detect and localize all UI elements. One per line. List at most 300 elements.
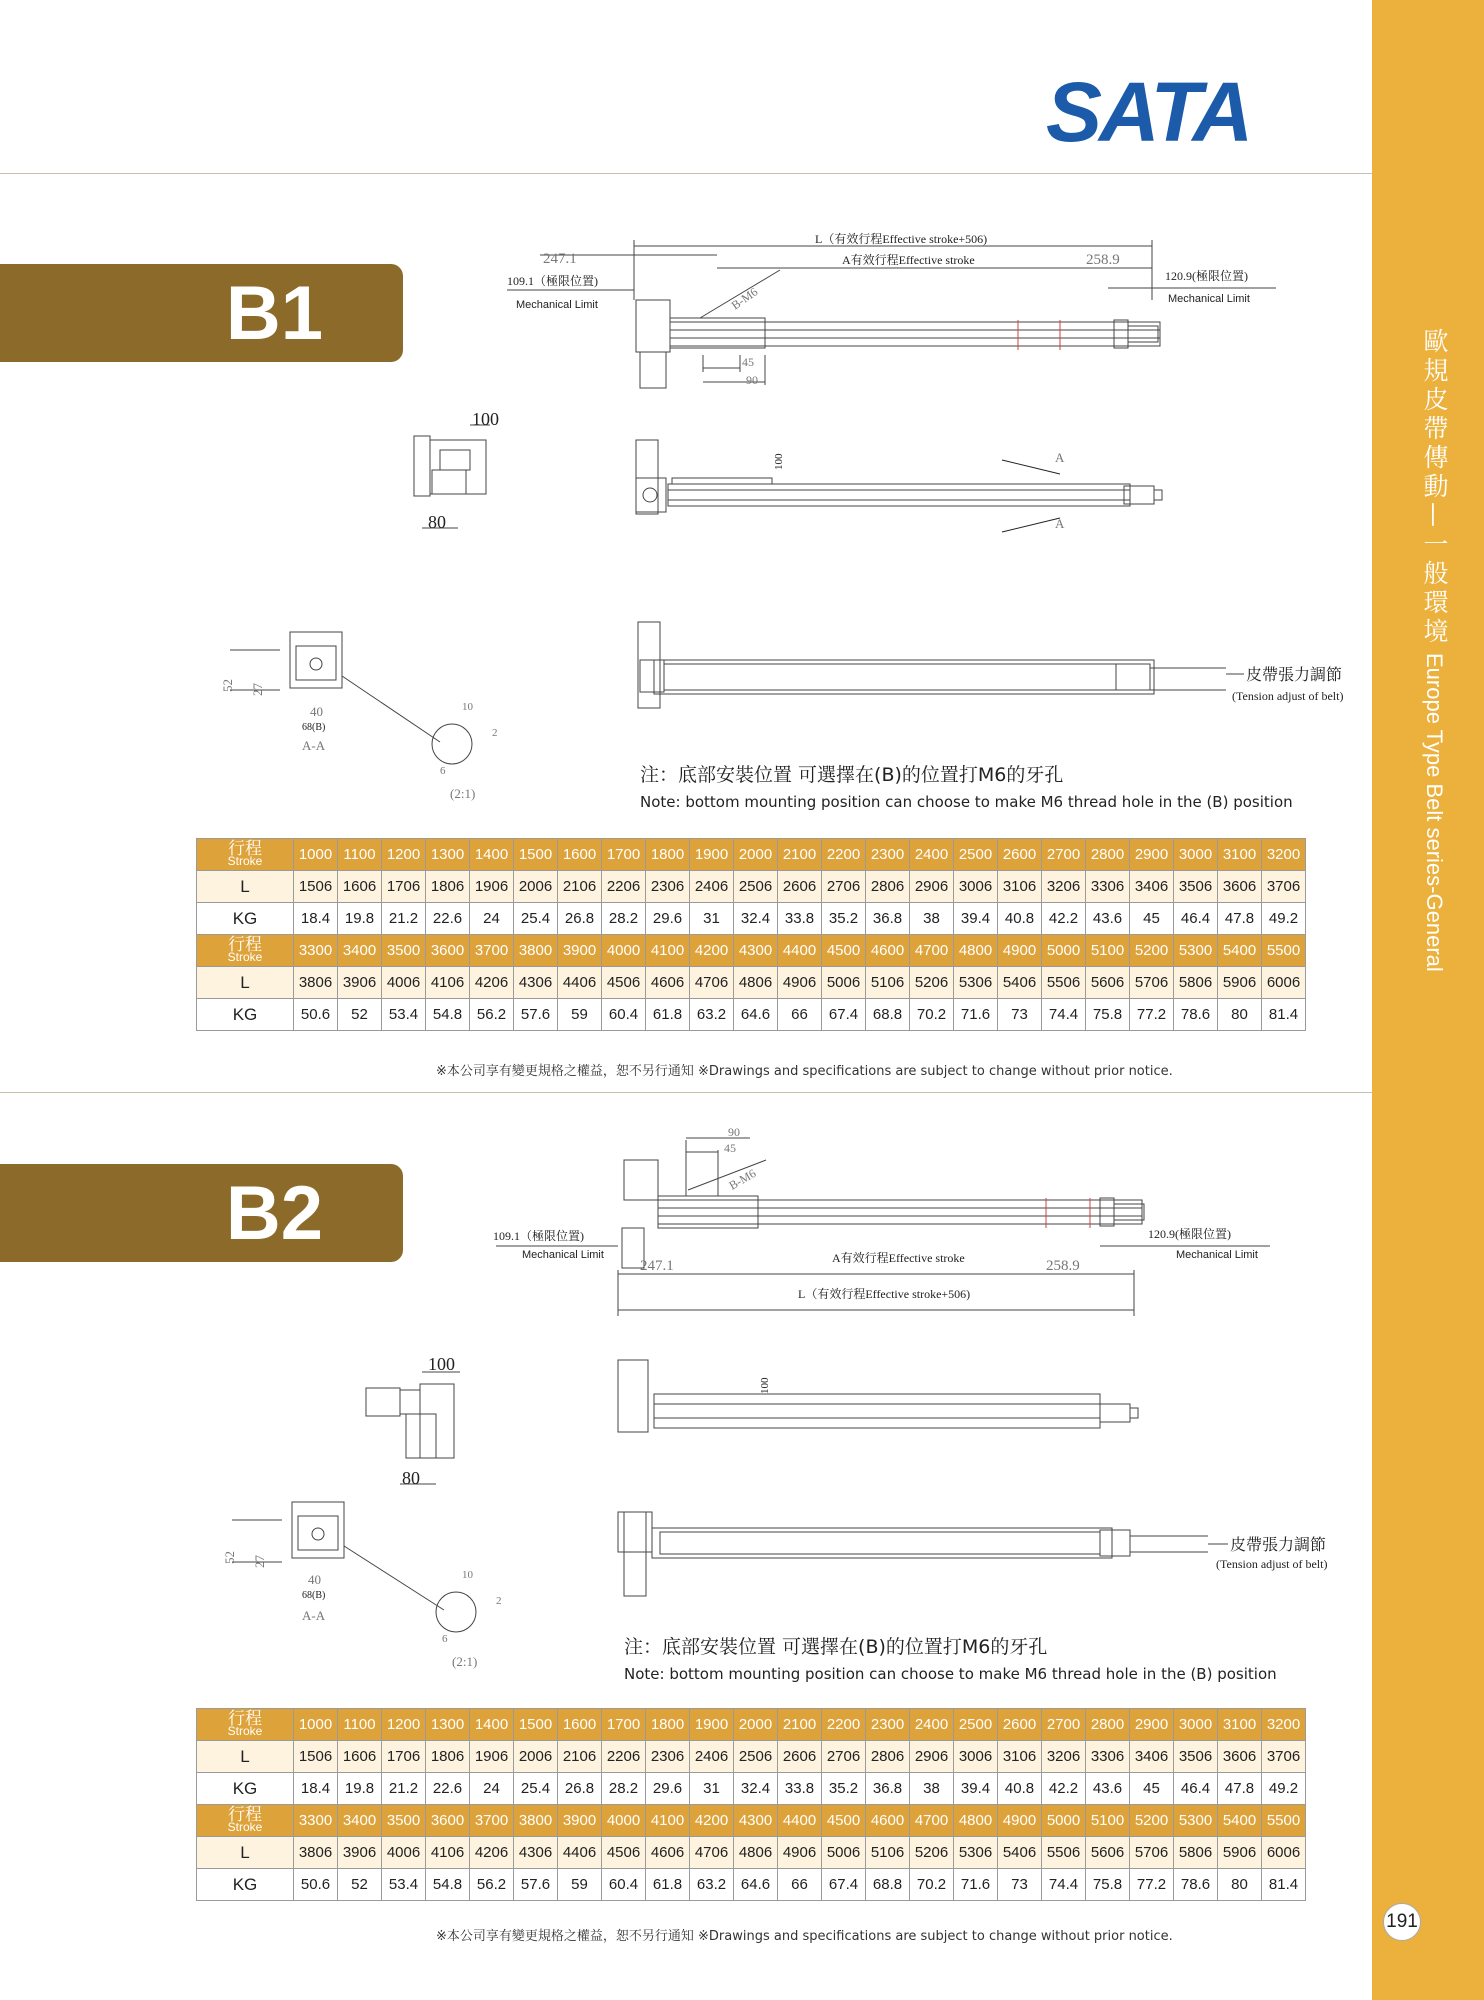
b1-dim-90: 90 xyxy=(746,373,758,387)
table-cell: 4006 xyxy=(382,967,426,999)
table-cell: 4700 xyxy=(910,1805,954,1837)
b2-mech-limit-left: Mechanical Limit xyxy=(522,1249,604,1261)
table-cell: 78.6 xyxy=(1174,1869,1218,1901)
b1-side-dim-100: 100 xyxy=(773,453,785,470)
b1-arrow-a-top: A xyxy=(1055,450,1065,465)
table-cell: 4300 xyxy=(734,1805,778,1837)
table-cell: 3000 xyxy=(1174,1709,1218,1741)
table-cell: 4606 xyxy=(646,967,690,999)
table-cell: 3906 xyxy=(338,1837,382,1869)
b2-note-en: Note: bottom mounting position can choose to make M6 thread hole in the (B) position xyxy=(624,1665,1277,1683)
table-cell: 4100 xyxy=(646,935,690,967)
stroke-row xyxy=(197,839,1306,871)
table-cell: 60.4 xyxy=(602,1869,646,1901)
table-cell: 1200 xyxy=(382,1709,426,1741)
table-cell: 1600 xyxy=(558,1709,602,1741)
table-cell: 3400 xyxy=(338,935,382,967)
table-cell: 49.2 xyxy=(1262,1773,1306,1805)
table-cell: 59 xyxy=(558,999,602,1031)
table-cell: 4606 xyxy=(646,1837,690,1869)
b1-arrow-a-bottom: A xyxy=(1055,516,1065,531)
table-cell: 21.2 xyxy=(382,1773,426,1805)
b2-section-aa-label: A-A xyxy=(302,1608,326,1623)
b1-dim-52: 52 xyxy=(220,679,235,692)
table-cell: 3700 xyxy=(470,935,514,967)
table-cell: 3300 xyxy=(294,1805,338,1837)
table-cell: 2700 xyxy=(1042,1709,1086,1741)
table-cell: 1000 xyxy=(294,1709,338,1741)
table-cell: 2100 xyxy=(778,1709,822,1741)
table-cell: 3306 xyxy=(1086,1741,1130,1773)
b2-dim-247: 247.1 xyxy=(640,1258,674,1274)
table-cell: 5706 xyxy=(1130,967,1174,999)
table-cell: 5606 xyxy=(1086,967,1130,999)
b2-section-aa xyxy=(232,1502,476,1632)
table-cell: 53.4 xyxy=(382,1869,426,1901)
b2-dim-258: 258.9 xyxy=(1046,1258,1080,1274)
table-cell: 80 xyxy=(1218,999,1262,1031)
b1-note xyxy=(640,760,1293,811)
table-cell: 1706 xyxy=(382,1741,426,1773)
b2-side-view xyxy=(618,1360,1138,1432)
length-row-header: L xyxy=(197,871,294,903)
table-cell: 1806 xyxy=(426,1741,470,1773)
table-cell: 52 xyxy=(338,1869,382,1901)
table-cell: 43.6 xyxy=(1086,903,1130,935)
table-cell: 4600 xyxy=(866,935,910,967)
table-cell: 3100 xyxy=(1218,1709,1262,1741)
table-cell: 5400 xyxy=(1218,935,1262,967)
table-cell: 36.8 xyxy=(866,1773,910,1805)
table-cell: 5806 xyxy=(1174,1837,1218,1869)
sidebar-title-cn: 歐規皮帶傳動—一般環境 xyxy=(1420,328,1449,647)
b2-dim-6: 6 xyxy=(442,1633,448,1645)
table-cell: 46.4 xyxy=(1174,1773,1218,1805)
table-cell: 3600 xyxy=(426,935,470,967)
table-cell: 56.2 xyxy=(470,1869,514,1901)
table-cell: 3700 xyxy=(470,1805,514,1837)
table-cell: 4500 xyxy=(822,935,866,967)
table-cell: 3606 xyxy=(1218,1741,1262,1773)
table-cell: 5006 xyxy=(822,967,866,999)
table-cell: 68.8 xyxy=(866,999,910,1031)
table-cell: 2800 xyxy=(1086,1709,1130,1741)
table-cell: 74.4 xyxy=(1042,999,1086,1031)
table-cell: 19.8 xyxy=(338,903,382,935)
table-cell: 2906 xyxy=(910,1741,954,1773)
table-cell: 52 xyxy=(338,999,382,1031)
b2-dim-2: 2 xyxy=(496,1595,502,1607)
b2-limit-right: 120.9(極限位置) xyxy=(1148,1227,1231,1241)
table-cell: 3406 xyxy=(1130,1741,1174,1773)
b1-dim-80: 80 xyxy=(428,512,446,532)
weight-row xyxy=(197,999,1306,1031)
b1-mech-limit-right: Mechanical Limit xyxy=(1168,293,1250,305)
table-cell: 50.6 xyxy=(294,999,338,1031)
b2-b-m6: B-M6 xyxy=(726,1166,759,1193)
table-cell: 3300 xyxy=(294,935,338,967)
table-cell: 75.8 xyxy=(1086,999,1130,1031)
table-cell: 3206 xyxy=(1042,871,1086,903)
table-cell: 3306 xyxy=(1086,871,1130,903)
table-cell: 2206 xyxy=(602,871,646,903)
table-cell: 2500 xyxy=(954,1709,998,1741)
table-cell: 4000 xyxy=(602,935,646,967)
weight-row-header: KG xyxy=(197,999,294,1031)
weight-row-header: KG xyxy=(197,903,294,935)
table-cell: 2300 xyxy=(866,839,910,871)
b2-dim-90: 90 xyxy=(728,1125,740,1139)
table-cell: 2500 xyxy=(954,839,998,871)
table-cell: 5500 xyxy=(1262,935,1306,967)
table-cell: 31 xyxy=(690,1773,734,1805)
table-cell: 2400 xyxy=(910,839,954,871)
table-cell: 39.4 xyxy=(954,903,998,935)
b1-length-label: L（有效行程Effective stroke+506) xyxy=(815,232,988,246)
table-cell: 39.4 xyxy=(954,1773,998,1805)
length-row-header: L xyxy=(197,1837,294,1869)
weight-row-header: KG xyxy=(197,1773,294,1805)
table-cell: 77.2 xyxy=(1130,1869,1174,1901)
length-row xyxy=(197,1837,1306,1869)
sata-logo: SATA xyxy=(1046,65,1251,159)
table-cell: 1700 xyxy=(602,839,646,871)
table-cell: 3906 xyxy=(338,967,382,999)
table-cell: 4300 xyxy=(734,935,778,967)
b1-note-cn: 注：底部安裝位置 可選擇在(B)的位置打M6的牙孔 xyxy=(640,764,1064,786)
b2-dim-100: 100 xyxy=(428,1354,455,1374)
stroke-label-cn: 行程 xyxy=(228,1708,262,1728)
table-cell: 45 xyxy=(1130,903,1174,935)
table-cell: 2706 xyxy=(822,871,866,903)
table-cell: 1800 xyxy=(646,839,690,871)
page-number: 191 xyxy=(1383,1903,1421,1941)
b2-note xyxy=(624,1632,1277,1683)
b2-tension-cn: 皮帶張力調節 xyxy=(1230,1537,1327,1554)
table-cell: 22.6 xyxy=(426,1773,470,1805)
table-cell: 2106 xyxy=(558,1741,602,1773)
table-cell: 5400 xyxy=(1218,1805,1262,1837)
table-cell: 45 xyxy=(1130,1773,1174,1805)
table-cell: 5306 xyxy=(954,967,998,999)
table-cell: 5106 xyxy=(866,1837,910,1869)
table-cell: 35.2 xyxy=(822,1773,866,1805)
b2-scale: (2:1) xyxy=(452,1654,478,1669)
table-cell: 1900 xyxy=(690,1709,734,1741)
table-cell: 2300 xyxy=(866,1709,910,1741)
b2-spec-table xyxy=(196,1708,1306,1901)
table-cell: 38 xyxy=(910,1773,954,1805)
table-cell: 42.2 xyxy=(1042,1773,1086,1805)
table-cell: 3006 xyxy=(954,871,998,903)
table-cell: 4800 xyxy=(954,1805,998,1837)
table-cell: 19.8 xyxy=(338,1773,382,1805)
table-cell: 4900 xyxy=(998,935,1042,967)
table-cell: 6006 xyxy=(1262,1837,1306,1869)
table-cell: 61.8 xyxy=(646,1869,690,1901)
table-cell: 2406 xyxy=(690,871,734,903)
table-cell: 3600 xyxy=(426,1805,470,1837)
b1-limit-right: 120.9(極限位置) xyxy=(1165,269,1248,283)
table-cell: 4406 xyxy=(558,1837,602,1869)
section-label-text: B2 xyxy=(225,1171,323,1256)
table-cell: 5406 xyxy=(998,1837,1042,1869)
b2-side-dim-100: 100 xyxy=(759,1377,771,1394)
stroke-label-cn: 行程 xyxy=(228,1804,262,1824)
table-cell: 40.8 xyxy=(998,1773,1042,1805)
table-cell: 25.4 xyxy=(514,1773,558,1805)
table-cell: 26.8 xyxy=(558,903,602,935)
table-cell: 66 xyxy=(778,1869,822,1901)
table-cell: 2306 xyxy=(646,871,690,903)
table-cell: 1900 xyxy=(690,839,734,871)
table-cell: 54.8 xyxy=(426,999,470,1031)
b2-tension-en: (Tension adjust of belt) xyxy=(1216,1557,1328,1571)
table-cell: 2006 xyxy=(514,1741,558,1773)
stroke-row-header xyxy=(197,1805,294,1837)
table-cell: 4806 xyxy=(734,967,778,999)
table-cell: 4206 xyxy=(470,967,514,999)
table-cell: 3506 xyxy=(1174,1741,1218,1773)
table-cell: 5100 xyxy=(1086,935,1130,967)
table-cell: 1500 xyxy=(514,839,558,871)
b2-stroke-label: A有效行程Effective stroke xyxy=(832,1251,965,1265)
table-cell: 3500 xyxy=(382,935,426,967)
b1-dim-100: 100 xyxy=(472,409,499,429)
table-cell: 4500 xyxy=(822,1805,866,1837)
table-cell: 66 xyxy=(778,999,822,1031)
table-cell: 2306 xyxy=(646,1741,690,1773)
table-cell: 42.2 xyxy=(1042,903,1086,935)
table-cell: 5606 xyxy=(1086,1837,1130,1869)
table-cell: 24 xyxy=(470,1773,514,1805)
table-cell: 2006 xyxy=(514,871,558,903)
table-cell: 5806 xyxy=(1174,967,1218,999)
b1-bottom-view xyxy=(638,622,1244,708)
table-cell: 2900 xyxy=(1130,839,1174,871)
table-cell: 63.2 xyxy=(690,1869,734,1901)
table-cell: 4600 xyxy=(866,1805,910,1837)
table-cell: 5300 xyxy=(1174,935,1218,967)
table-cell: 3500 xyxy=(382,1805,426,1837)
table-cell: 3106 xyxy=(998,1741,1042,1773)
table-cell: 70.2 xyxy=(910,999,954,1031)
table-cell: 67.4 xyxy=(822,1869,866,1901)
table-cell: 1606 xyxy=(338,1741,382,1773)
table-cell: 46.4 xyxy=(1174,903,1218,935)
stroke-row-header xyxy=(197,935,294,967)
table-cell: 4200 xyxy=(690,935,734,967)
table-cell: 60.4 xyxy=(602,999,646,1031)
table-cell: 2106 xyxy=(558,871,602,903)
b1-dim-40: 40 xyxy=(310,704,323,719)
b1-dim-10: 10 xyxy=(462,701,473,713)
table-cell: 5906 xyxy=(1218,967,1262,999)
table-cell: 1300 xyxy=(426,1709,470,1741)
table-cell: 56.2 xyxy=(470,999,514,1031)
b1-footer-disclaimer: ※本公司享有變更規格之權益，恕不另行通知 ※Drawings and specifications are subject to change without prior notice. xyxy=(436,1064,1173,1079)
table-cell: 1100 xyxy=(338,839,382,871)
table-cell: 4506 xyxy=(602,1837,646,1869)
table-cell: 4200 xyxy=(690,1805,734,1837)
table-cell: 75.8 xyxy=(1086,1869,1130,1901)
table-cell: 26.8 xyxy=(558,1773,602,1805)
table-cell: 2000 xyxy=(734,839,778,871)
table-cell: 47.8 xyxy=(1218,903,1262,935)
stroke-label-en: Stroke xyxy=(227,853,263,868)
length-row xyxy=(197,1741,1306,1773)
table-cell: 4000 xyxy=(602,1805,646,1837)
b1-mech-limit-left: Mechanical Limit xyxy=(516,299,598,311)
table-cell: 3106 xyxy=(998,871,1042,903)
table-cell: 3900 xyxy=(558,1805,602,1837)
table-cell: 3606 xyxy=(1218,871,1262,903)
b1-end-view xyxy=(414,425,490,528)
table-cell: 2206 xyxy=(602,1741,646,1773)
table-cell: 3806 xyxy=(294,967,338,999)
table-cell: 3200 xyxy=(1262,839,1306,871)
table-cell: 5106 xyxy=(866,967,910,999)
b2-footer-disclaimer: ※本公司享有變更規格之權益，恕不另行通知 ※Drawings and specifications are subject to change without prior notice. xyxy=(436,1929,1173,1944)
table-cell: 4206 xyxy=(470,1837,514,1869)
table-cell: 57.6 xyxy=(514,1869,558,1901)
b2-dim-80: 80 xyxy=(402,1468,420,1488)
table-cell: 47.8 xyxy=(1218,1773,1262,1805)
table-cell: 32.4 xyxy=(734,903,778,935)
b2-dim-45: 45 xyxy=(724,1141,736,1155)
b2-dim-27: 27 xyxy=(252,1555,267,1568)
stroke-row-header xyxy=(197,839,294,871)
table-cell: 1600 xyxy=(558,839,602,871)
table-cell: 61.8 xyxy=(646,999,690,1031)
table-cell: 1506 xyxy=(294,1741,338,1773)
table-cell: 4906 xyxy=(778,1837,822,1869)
table-cell: 2806 xyxy=(866,871,910,903)
table-cell: 5906 xyxy=(1218,1837,1262,1869)
table-cell: 5500 xyxy=(1262,1805,1306,1837)
table-cell: 6006 xyxy=(1262,967,1306,999)
table-cell: 67.4 xyxy=(822,999,866,1031)
table-cell: 1906 xyxy=(470,871,514,903)
table-cell: 4006 xyxy=(382,1837,426,1869)
table-cell: 2606 xyxy=(778,871,822,903)
table-cell: 1700 xyxy=(602,1709,646,1741)
table-cell: 2400 xyxy=(910,1709,954,1741)
table-cell: 18.4 xyxy=(294,1773,338,1805)
table-cell: 28.2 xyxy=(602,903,646,935)
b1-tension-en: (Tension adjust of belt) xyxy=(1232,689,1344,703)
table-cell: 5000 xyxy=(1042,935,1086,967)
table-cell: 5506 xyxy=(1042,967,1086,999)
b1-stroke-label: A有效行程Effective stroke xyxy=(842,253,975,267)
table-cell: 4406 xyxy=(558,967,602,999)
table-cell: 1906 xyxy=(470,1741,514,1773)
table-cell: 1500 xyxy=(514,1709,558,1741)
table-cell: 2900 xyxy=(1130,1709,1174,1741)
table-cell: 3206 xyxy=(1042,1741,1086,1773)
table-cell: 5506 xyxy=(1042,1837,1086,1869)
section-label-text: B1 xyxy=(225,271,323,356)
table-cell: 2800 xyxy=(1086,839,1130,871)
table-cell: 78.6 xyxy=(1174,999,1218,1031)
table-cell: 2406 xyxy=(690,1741,734,1773)
b2-length-label: L（有效行程Effective stroke+506) xyxy=(798,1287,971,1301)
table-cell: 49.2 xyxy=(1262,903,1306,935)
table-cell: 3200 xyxy=(1262,1709,1306,1741)
table-cell: 4806 xyxy=(734,1837,778,1869)
table-cell: 36.8 xyxy=(866,903,910,935)
table-cell: 2506 xyxy=(734,1741,778,1773)
table-cell: 2606 xyxy=(778,1741,822,1773)
weight-row xyxy=(197,1869,1306,1901)
table-cell: 71.6 xyxy=(954,1869,998,1901)
table-cell: 4106 xyxy=(426,1837,470,1869)
b1-note-en: Note: bottom mounting position can choose to make M6 thread hole in the (B) position xyxy=(640,793,1293,811)
table-cell: 2200 xyxy=(822,839,866,871)
table-cell: 71.6 xyxy=(954,999,998,1031)
table-cell: 4106 xyxy=(426,967,470,999)
table-cell: 3506 xyxy=(1174,871,1218,903)
b1-spec-table xyxy=(196,838,1306,1031)
table-cell: 22.6 xyxy=(426,903,470,935)
table-cell: 1706 xyxy=(382,871,426,903)
table-cell: 74.4 xyxy=(1042,1869,1086,1901)
table-cell: 4100 xyxy=(646,1805,690,1837)
sidebar-title xyxy=(1414,328,1450,972)
b1-dim-68: 68(B) xyxy=(302,722,326,733)
table-cell: 81.4 xyxy=(1262,999,1306,1031)
table-cell: 2200 xyxy=(822,1709,866,1741)
table-cell: 5000 xyxy=(1042,1805,1086,1837)
table-cell: 28.2 xyxy=(602,1773,646,1805)
table-cell: 5300 xyxy=(1174,1805,1218,1837)
table-cell: 1506 xyxy=(294,871,338,903)
table-cell: 1200 xyxy=(382,839,426,871)
table-cell: 1400 xyxy=(470,1709,514,1741)
table-cell: 4900 xyxy=(998,1805,1042,1837)
table-cell: 2806 xyxy=(866,1741,910,1773)
stroke-label-cn: 行程 xyxy=(228,838,262,858)
stroke-row xyxy=(197,1805,1306,1837)
table-cell: 80 xyxy=(1218,1869,1262,1901)
table-cell: 25.4 xyxy=(514,903,558,935)
table-cell: 59 xyxy=(558,1869,602,1901)
b2-mech-limit-right: Mechanical Limit xyxy=(1176,1249,1258,1261)
table-cell: 2906 xyxy=(910,871,954,903)
stroke-row xyxy=(197,935,1306,967)
table-cell: 4306 xyxy=(514,967,558,999)
stroke-label-cn: 行程 xyxy=(228,934,262,954)
table-cell: 5706 xyxy=(1130,1837,1174,1869)
b2-dim-52: 52 xyxy=(222,1551,237,1564)
table-cell: 3706 xyxy=(1262,871,1306,903)
stroke-row xyxy=(197,1709,1306,1741)
b1-scale: (2:1) xyxy=(450,786,476,801)
b1-b-m6: B-M6 xyxy=(728,284,761,313)
stroke-label-en: Stroke xyxy=(227,1723,263,1738)
table-cell: 38 xyxy=(910,903,954,935)
table-cell: 43.6 xyxy=(1086,1773,1130,1805)
length-row xyxy=(197,871,1306,903)
b2-limit-left: 109.1（極限位置) xyxy=(493,1229,584,1243)
table-cell: 3406 xyxy=(1130,871,1174,903)
stroke-row-header xyxy=(197,1709,294,1741)
table-cell: 4306 xyxy=(514,1837,558,1869)
table-cell: 3706 xyxy=(1262,1741,1306,1773)
b1-dim-2: 2 xyxy=(492,727,498,739)
length-row xyxy=(197,967,1306,999)
length-row-header: L xyxy=(197,1741,294,1773)
